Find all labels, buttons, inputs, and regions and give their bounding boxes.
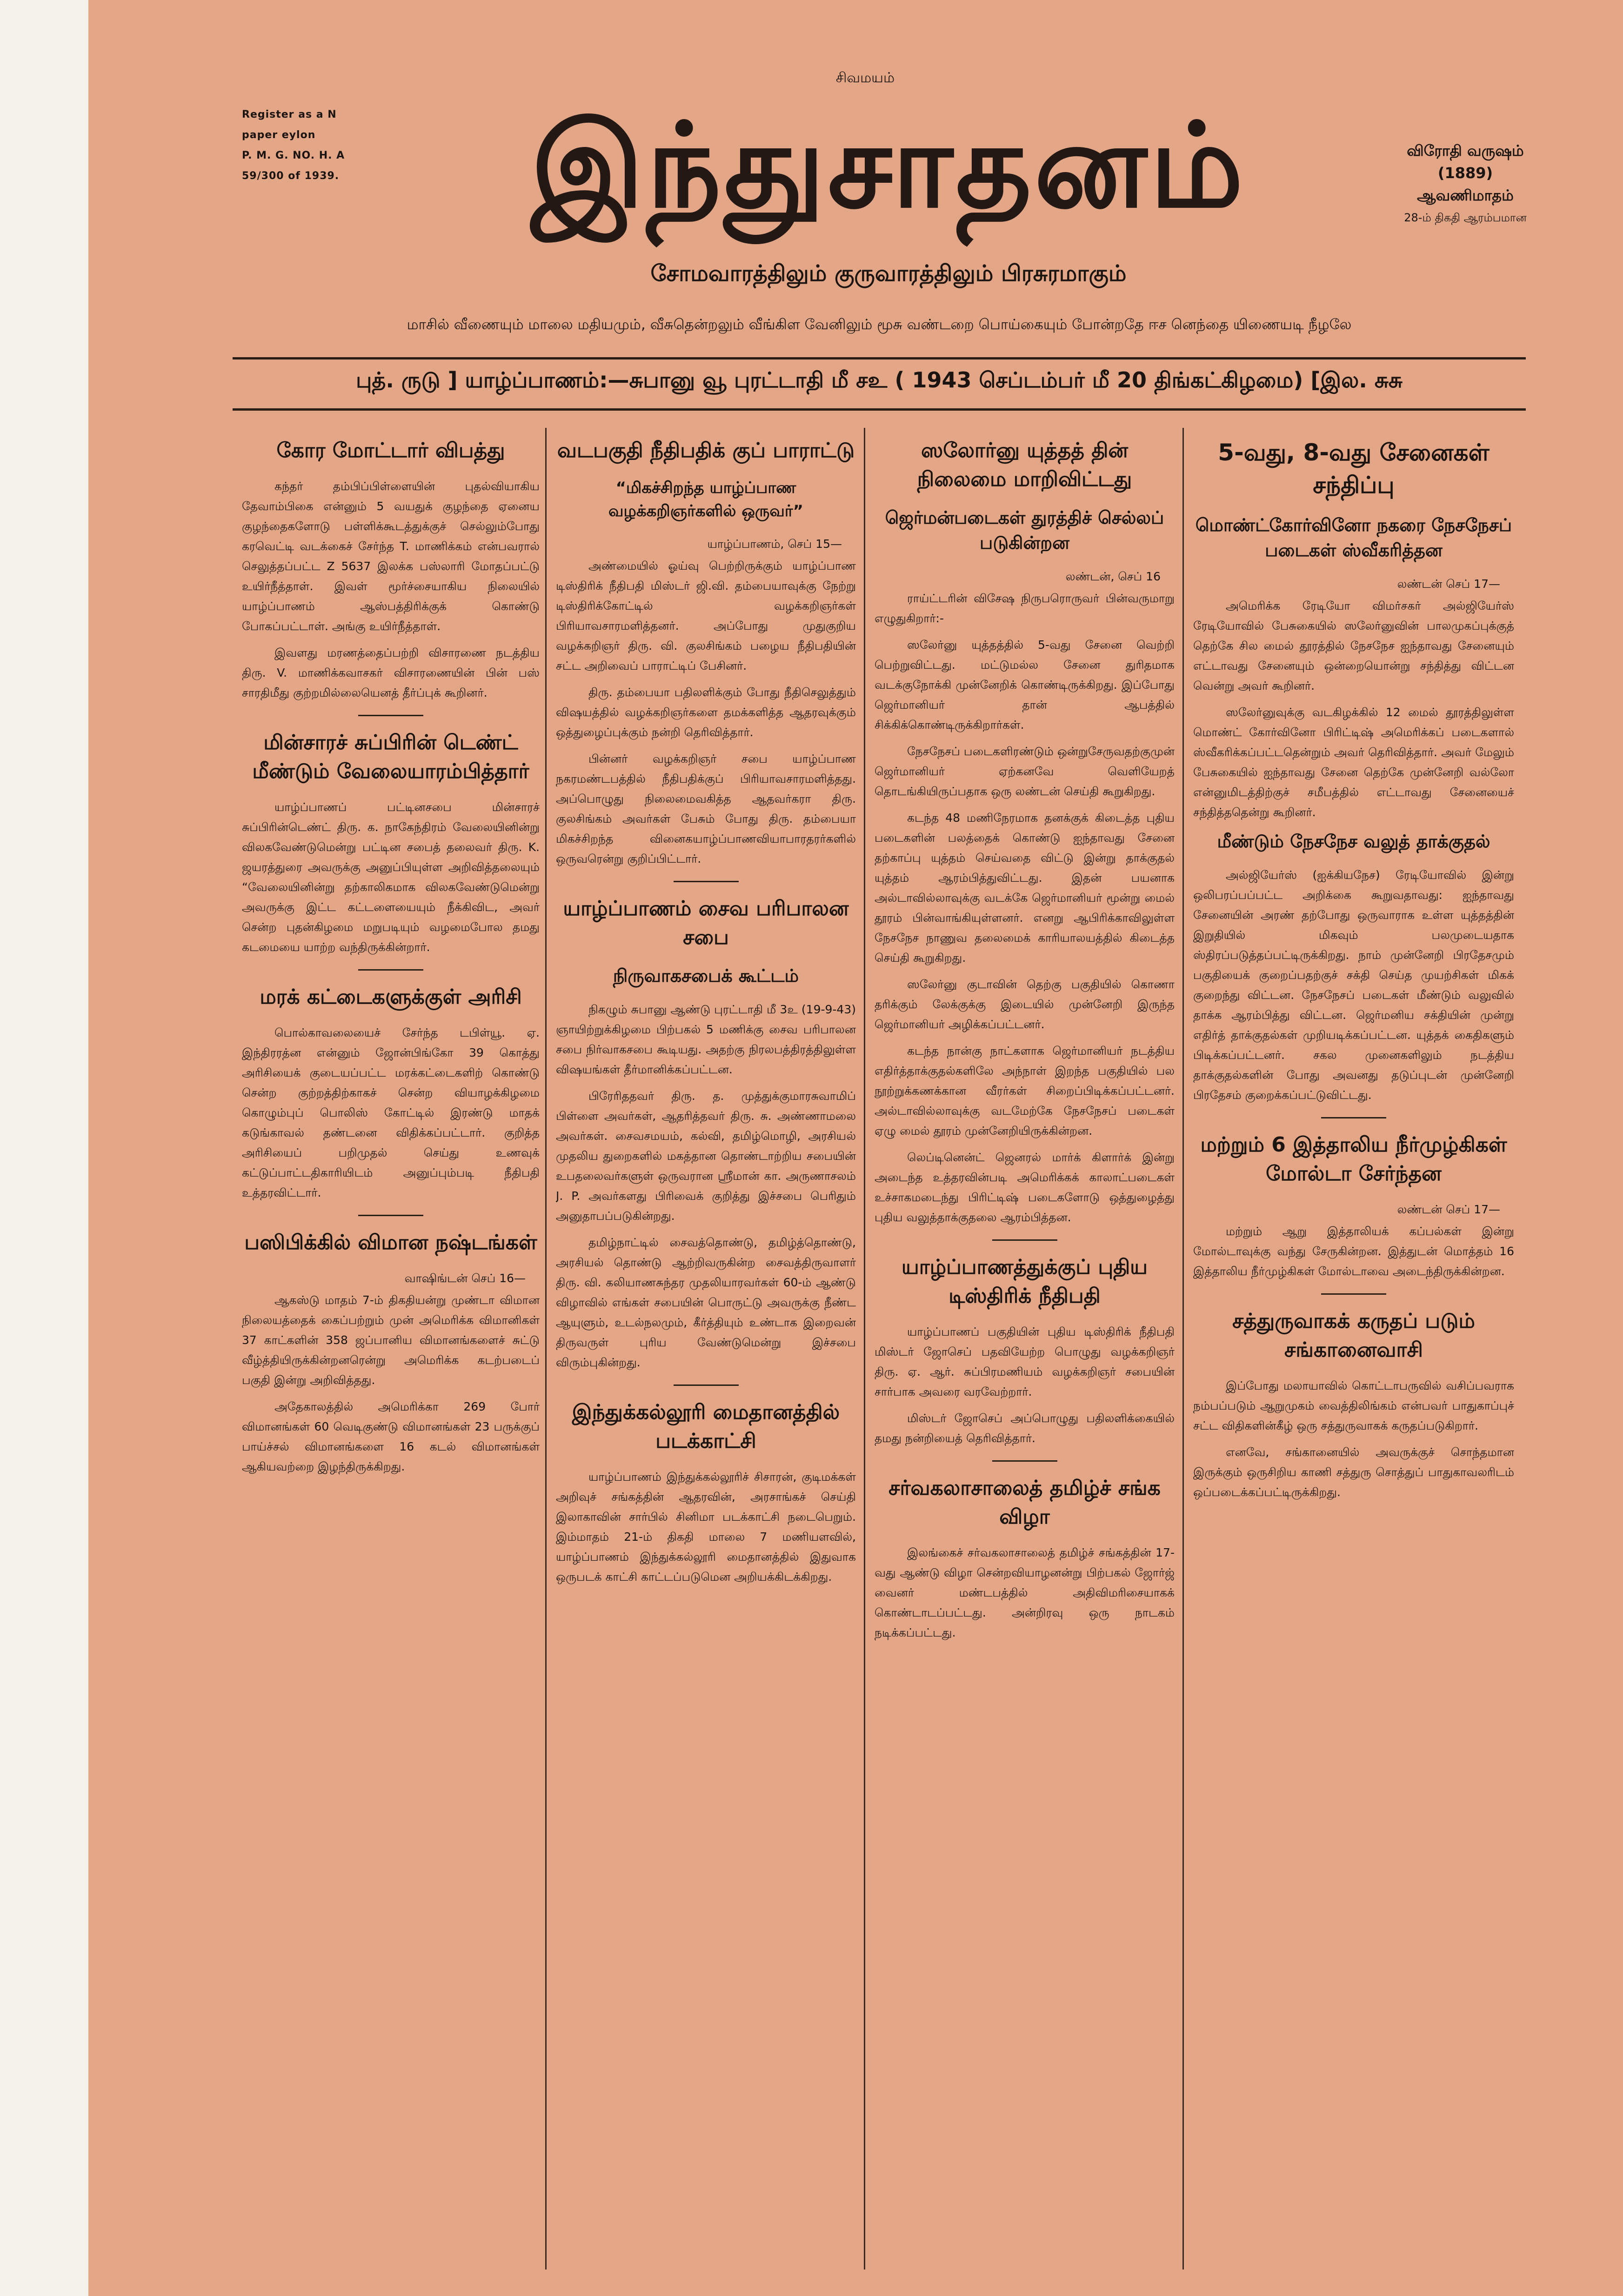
article-separator [674, 881, 739, 882]
article-paragraph: கந்தர் தம்பிப்பிள்ளையின் புதல்வியாகிய தேவாம்பிகை என்னும் 5 வயதுக் குழந்தை ஏனைய குழந்தைகளோடு பள்ளிக்கூடத்துக்குச் செல்லும்போது கரவெட்டி வடக்கைச் சேர்ந்த T. மாணிக்கம் என்பவரால் செலுத்தப்பட்ட Z 5637 இலக்க பஸ்லாரி மோதப்பட்டு உயிர்நீத்தாள். இவள் மூர்ச்சையாகிய நிலையில் யாழ்ப்பாணம் ஆஸ்பத்திரிக்குக் கொண்டு போகப்பட்டாள். அங்கு உயிர்நீத்தாள். [242, 479, 540, 633]
article-headline: வடபகுதி நீதிபதிக் குப் பாராட்டு [557, 439, 855, 462]
article-paragraph: ஸலேர்னுவுக்கு வடகிழக்கில் 12 மைல் தூரத்திலுள்ள மொண்ட் கோர்வினோ பிரிட்டிஷ் அமெரிக்கப் படைகளால் ஸ்வீகரிக்கப்பட்டதென்றும் அவர் தெரிவித்தார். அவர் மேலும் பேசுகையில் ஐந்தாவது சேனை தெற்கே முன்னேறி வல்லோ என்னுமிடத்திற்குச் சமீபத்தில் எட்டாவது சேனையைச் சந்தித்ததென்று கூறினர். [1193, 705, 1514, 819]
article-paragraph: கடந்த நான்கு நாட்களாக ஜெர்மானியர் நடத்திய எதிர்த்தாக்குதல்களிலே அந்நாள் இறந்த பகுதியில் பல நூற்றுக்கணக்கான வீரர்கள் சிறைப்பிடிக்கப்பட்டனர். அல்டாவில்லாவுக்கு வடமேற்கே நேசநேசப் படைகள் ஏழு மைல் தூரம் முன்னேறியிருக்கின்றன. [875, 1044, 1175, 1138]
article-dateline: லண்டன் செப் 17— [1397, 1203, 1500, 1216]
article-paragraph: இவளது மரணத்தைப்பற்றி விசாரணை நடத்திய திரு. V. மாணிக்கவாசகர் விசாரணையின் பின் பஸ் சாரதிமீது குற்றமில்லையெனத் தீர்ப்புக் கூறினர். [242, 646, 540, 699]
article-separator [358, 969, 423, 971]
article-paragraph: பின்னர் வழக்கறிஞர் சபை யாழ்ப்பாண நகரமண்டபத்தில் நீதிபதிக்குப் பிரியாவசாரமளித்தது. அப்பொழுது நிலைமைவகித்த ஆதவர்கரா திரு. குலசிங்கம் அவர்கள் பேசும் போது திரு. தம்பையா மிகச்சிறந்த வினைகயாழ்ப்பாணவியாபாரதரர்களில் ஒருவரென்று குறிப்பிட்டார். [556, 752, 856, 865]
article-separator [358, 715, 423, 716]
top-rule [233, 357, 1526, 359]
column-1 [242, 428, 540, 2269]
article-paragraph: யாழ்ப்பாணம் இந்துக்கல்லூரிச் சிசாரன், குடிமக்கள் அறிவுச் சங்கத்தின் ஆதரவின், அரசாங்கச் செய்தி இலாகாவின் சார்பில் சினிமா படக்காட்சி நடைபெறும். இம்மாதம் 21-ம் திகதி மாலை 7 மணியளவில், யாழ்ப்பாணம் இந்துக்கல்லூரி மைதானத்தில் இதுவாக ஒருபடக் காட்சி காட்டப்படுமென அறியக்கிடக்கிறது. [556, 1470, 856, 1584]
article-headline: யாழ்ப்பாணத்துக்குப் புதிய டிஸ்திரிக் நீதிபதி [902, 1255, 1148, 1308]
era-line: 28-ம் திகதி ஆரம்பமான [1404, 211, 1527, 224]
article-subheadline: நிருவாகசபைக் கூட்டம் [613, 965, 799, 986]
article-quote: “மிகச்சிறந்த யாழ்ப்பாண வழக்கறிஞர்களில் ஒருவர்” [608, 479, 803, 520]
article-paragraph: லெப்டினென்ட் ஜெனரல் மார்க் கிளார்க் இன்று அடைந்த உத்தரவின்படி அமெரிக்கக் காலாட்படைகள் உச்சாகமடைந்து பிரிட்டிஷ் படைகளோடு ஒத்துழைத்து புதிய வலுத்தாக்குதலை ஆரம்பித்தன. [875, 1151, 1175, 1224]
article-paragraph: எனவே, சங்கானையில் அவருக்குச் சொந்தமான இருக்கும் ஒருசிறிய காணி சத்துரு சொத்துப் பாதுகாவலரிடம் ஒப்படைக்கப்பட்டிருக்கிறது. [1193, 1445, 1514, 1499]
article-paragraph: ஸலேர்னு குடாவின் தெற்கு பகுதியில் கொணா தரிக்கும் லேக்குக்கு இடையில் முன்னேறி இருந்த ஜெர்மானியர் அழிக்கப்பட்டனர். [875, 978, 1175, 1031]
article-paragraph: பொல்காவலையைச் சேர்ந்த டபிள்யூ. ஏ. இந்திரரத்ன என்னும் ஜோன்பிங்கோ 39 கொத்து அரிசியைக் குடையப்பட்ட மரக்கட்டைகளிற் கொண்டு சென்ற குற்றத்திற்காகச் சென்ற வியாழக்கிழமை கொழும்புப் பொலிஸ் கோட்டில் இரண்டு மாதக் கடுங்காவல் தண்டனை விதிக்கப்பட்டார். குறித்த அரிசியைப் பறிமுதல் செய்து உணவுக் கட்டுப்பாட்டதிகாரியிடம் அனுப்பும்படி நீதிபதி உத்தரவிட்டார். [242, 1026, 540, 1199]
column-divider [1182, 428, 1184, 2269]
era-line: ஆவணிமாதம் [1417, 186, 1514, 204]
article-separator [358, 1215, 423, 1216]
article-headline: யாழ்ப்பாணம் சைவ பரிபாலன சபை [563, 897, 849, 949]
article-subheadline: மொண்ட்கோர்வினோ நகரை நேசநேசப் படைகள் ஸ்வீகரித்தன [1195, 515, 1512, 560]
article-paragraph: தமிழ்நாட்டில் சைவத்தொண்டு, தமிழ்த்தொண்டு, அரசியல் தொண்டு ஆற்றிவருகின்ற சைவத்திருவாளர் திரு. வி. கலியாணசுந்தர முதலியாரவர்கள் 60-ம் ஆண்டு விழாவில் எங்கள் சபையின் பொருட்டு அவருக்கு நீண்ட ஆயுளும், உடல்நலமும், கீர்த்தியும் உண்டாக இறைவன் திருவருள் புரிய வேண்டுமென்று இச்சபை விரும்புகின்றது. [556, 1236, 856, 1369]
registration-line: Register as a N [242, 109, 337, 120]
article-paragraph: திரு. தம்பையா பதிலளிக்கும் போது நீதிசெலுத்தும் விஷயத்தில் வழக்கறிஞர்களை தமக்களித்த ஆதரவுக்கும் ஒத்துழைப்புக்கும் நன்றி தெரிவித்தார். [556, 685, 856, 739]
article-paragraph: நிகழும் சுபானு ஆண்டு புரட்டாதி மீ 3உ (19-9-43) ஞாயிற்றுக்கிழமை பிற்பகல் 5 மணிக்கு சைவ பரிபாலன சபை நிர்வாகசபை கூடியது. அதற்கு நிரலபத்திரத்திலுள்ள விஷயங்கள் தீர்மானிக்கப்பட்டன. [556, 1003, 856, 1076]
article-subheadline: ஜெர்மன்படைகள் துரத்திச் செல்லப் படுகின்றன [885, 507, 1164, 553]
article-headline: மரக் கட்டைகளுக்குள் அரிசி [260, 985, 522, 1009]
article-headline: பஸிபிக்கில் விமான நஷ்டங்கள் [244, 1231, 537, 1254]
article-paragraph: அல்ஜியேர்ஸ் (ஐக்கியநேச) ரேடியோவில் இன்று ஒலிபரப்பப்பட்ட அறிக்கை கூறுவதாவது: ஐந்தாவது சேனையின் அரண் தற்போது ஒருவாராக உள்ள யுத்தத்தின் இறுதியில் மிகவும் பலமுடையதாக ஸ்திரப்படுத்தப்பட்டிருக்கிறது. நாம் முன்னேறி பிரதேசமும் பகுதியைக் குறைப்பதற்குச் சக்தி செய்த முயற்சிகள் மிகக் குறைந்து விட்டன. நேசநேசப் படைகள் மீண்டும் வலுவில் தாக்க ஆரம்பித்து விட்டன. ஜெர்மனிய சக்தியின் முன்று எதிர்த் தாக்குதல்கள் முறியடிக்கப்பட்டன. யுத்தக் கைதிகளும் பிடிக்கப்பட்டனர். சகல முனைகளிலும் நடத்திய தாக்குதல்களின் போது அவனது தடுப்புடன் முன்னேறி பிரதேசம் குறைக்கப்பட்டுவிட்டது. [1193, 868, 1514, 1102]
column-3 [875, 428, 1175, 2269]
era-block [1386, 140, 1544, 229]
article-paragraph: ஆகஸ்டு மாதம் 7-ம் திகதியன்று முண்டா விமான நிலையத்தைக் கைப்பற்றும் முன் அமெரிக்க விமானிகள் 37 காட்களின் 358 ஜப்பானிய விமானங்களைச் சுட்டு வீழ்த்தியிருக்கின்றனரென்று அமெரிக்க கடற்படைப் பகுதி இன்று அறிவித்தது. [242, 1293, 540, 1387]
article-paragraph: அதேகாலத்தில் அமெரிக்கா 269 போர் விமானங்கள் 60 வெடிகுண்டு விமானங்கள் 23 பருக்குப் பாய்ச்சல் விமானங்களை 16 கடல் விமானங்கள் ஆகியவற்றை இழந்திருக்கிறது. [242, 1400, 540, 1473]
sivamayam-text: சிவமயம் [835, 70, 895, 86]
article-dateline: வாஷிங்டன் செப் 16— [404, 1271, 526, 1285]
article-paragraph: அமெரிக்க ரேடியோ விமர்சகர் அல்ஜியேர்ஸ் ரேடியோவில் பேசுகையில் ஸலேர்னுவின் பாலமுகப்புக்குத் தெற்கே சில மைல் தூரத்தில் நேசநேச ஐந்தாவது சேனையும் எட்டாவது சேனையும் ஒன்றையொன்று சந்தித்து விட்டன வென்று அவர் கூறினர். [1193, 599, 1514, 692]
registration-line: paper eylon [242, 129, 316, 141]
motto: மாசில் வீணையும் மாலை மதியமும், வீசுதென்றலும் வீங்கிள வேனிலும் மூசு வண்டறை பொய்கையும் போன்றதே ஈச னெந்தை யிணையடி நீழலே [407, 316, 1352, 333]
registration-line: P. M. G. NO. H. A [242, 150, 345, 161]
article-paragraph: நேசநேசப் படைகளிரண்டும் ஒன்றுசேருவதற்குமுன் ஜெர்மானியர் ஏற்கனவே வெளியேறத் தொடங்கியிருப்பதாக ஒரு லண்டன் செய்தி கூறுகிறது. [875, 745, 1175, 798]
tagline: சோமவாரத்திலும் குருவாரத்திலும் பிரசுரமாகும் [650, 260, 1127, 286]
article-paragraph: மிஸ்டர் ஜோசெப் அப்பொழுது பதிலளிக்கையில் தமது நன்றியைத் தெரிவித்தார். [875, 1411, 1175, 1445]
article-dateline: லண்டன் செப் 17— [1397, 577, 1500, 591]
article-separator [992, 1460, 1057, 1462]
article-paragraph: பிரேரிததவர் திரு. த. முத்துக்குமாரசுவாமிப் பிள்ளை அவர்கள், ஆதரித்தவர் திரு. சு. அண்ணாமலை அவர்கள். சைவசமயம், கல்வி, தமிழ்மொழி, அரசியல் முதலிய துறைகளில் மகத்தான தொண்டாற்றிய சபையின் உபதலைவர்களுள் ஒருவரான ஸ்ரீமான் கா. அருணாசலம் J. P. அவர்களது பிரிவைக் குறித்து இச்சபை பெரிதும் அனுதாபப்படுகின்றது. [556, 1089, 856, 1223]
bottom-rule [233, 408, 1526, 411]
article-headline: இந்துக்கல்லூரி மைதானத்தில் படக்காட்சி [572, 1400, 840, 1453]
article-headline: சத்துருவாகக் கருதப் படும் சங்கானைவாசி [1232, 1309, 1475, 1362]
article-headline: மின்சாரச் சுப்பிரின் டெண்ட் மீண்டும் வேலையாரம்பித்தார் [252, 731, 529, 783]
scan-margin [0, 0, 88, 2296]
registration-line: 59/300 of 1939. [242, 170, 340, 182]
column-divider [545, 428, 547, 2269]
article-paragraph: ராய்ட்டரின் விசேஷ நிருபரொருவர் பின்வருமாறு எழுதுகிறார்:- [875, 592, 1175, 625]
article-paragraph: ஸலேர்னு யுத்தத்தில் 5-வது சேனை வெற்றி பெற்றுவிட்டது. மட்டுமல்ல சேனை துரிதமாக வடக்குநோக்கி முன்னேறிக் கொண்டிருக்கிறது. இப்போது ஜெர்மானியர் தான் ஆபத்தில் சிக்கிக்கொண்டிருக்கிறார்கள். [875, 638, 1175, 732]
article-paragraph: கடந்த 48 மணிநேரமாக தனக்குக் கிடைத்த புதிய படைகளின் பலத்தைக் கொண்டு ஐந்தாவது சேனை தற்காப்பு யுத்தம் செய்வதை விட்டு இன்று தாக்குதல் யுத்தம் ஆரம்பித்துவிட்டது. இதன் பயனாக அல்டாவில்லாவுக்கு வடக்கே ஜெர்மானியர் மூன்று மைல் தூரம் பின்வாங்கியுள்ளனர். எனறு ஆபிரிக்காவிலுள்ள நேசநேச நாணுவ தலைமைக் காரியாலயத்தில் கிடைத்த செய்தி கூறுகிறது. [875, 811, 1175, 965]
article-headline: கோர மோட்டார் விபத்து [276, 439, 505, 462]
article-paragraph: யாழ்ப்பாணப் பட்டினசபை மின்சாரச் சுப்பிரின்டெண்ட் திரு. க. நாகேந்திரம் வேலையினின்று விலகவேண்டுமென்று பட்டின சபைத் தலைவர் திரு. K. ஜயரத்துரை அவருக்கு அனுப்பியுள்ள அறிவித்தலையும் “வேலையினின்று தற்காலிகமாக விலகவேண்டுமென்று அவருக்கு இட்ட கட்டளையையும் நீக்கிவிட, அவர் சென்ற புதன்கிழமை மறுபடியும் வழமைபோல தமது கடமையை யாற்ற வந்திருக்கின்றார். [242, 800, 540, 954]
article-paragraph: யாழ்ப்பாணப் பகுதியின் புதிய டிஸ்திரிக் நீதிபதி மிஸ்டர் ஜோசெப் பதவியேற்ற பொழுது வழக்கறிஞர் திரு. ஏ. ஆர். சுப்பிரமணியம் வழக்கறிஞர் சபையின் சார்பாக அவரை வரவேற்றார். [875, 1325, 1175, 1398]
article-separator [1321, 1293, 1386, 1295]
article-paragraph: இப்போது மலாயாவில் கொட்டாபருவில் வசிப்பவராக நம்பப்படும் ஆறுமுகம் வைத்திலிங்கம் என்பவர் பாதுகாப்புச் சட்ட விதிகளின்கீழ் ஒரு சத்துருவாகக் கருதப்படுகிறார். [1193, 1379, 1514, 1432]
registration-block [242, 105, 395, 186]
article-headline: ஸலோர்னு யுத்தத் தின் நிலைமை மாறிவிட்டது [917, 439, 1132, 491]
article-separator [992, 1239, 1057, 1241]
era-line: (1889) [1437, 164, 1493, 182]
column-2 [556, 428, 856, 2269]
era-line: விரோதி வருஷம் [1407, 142, 1524, 160]
article-paragraph: இலங்கைச் சர்வகலாசாலைத் தமிழ்ச் சங்கத்தின் 17-வது ஆண்டு விழா சென்றவியாழனன்று பிற்பகல் ஜோர்ஜ் வைனர் மண்டபத்தில் அதிவிமரிசையாகக் கொண்டாடப்பட்டது. அன்றிரவு ஒரு நாடகம் நடிக்கப்பட்டது. [875, 1546, 1175, 1639]
article-headline: 5-வது, 8-வது சேனைகள் சந்திப்பு [1218, 439, 1489, 499]
article-headline: சர்வகலாசாலைத் தமிழ்ச் சங்க விழா [888, 1476, 1161, 1529]
column-4 [1193, 428, 1514, 2269]
article-paragraph: மற்றும் ஆறு இத்தாலியக் கப்பல்கள் இன்று மோல்டாவுக்கு வந்து சேருகின்றன. இத்துடன் மொத்தம் 16 இத்தாலிய நீர்முழ்கிகள் மோல்டாவை அடைந்திருக்கின்றன. [1193, 1225, 1514, 1278]
article-subheadline: மீண்டும் நேசநேச வலுத் தாக்குதல் [1217, 831, 1490, 852]
article-paragraph: அண்மையில் ஓய்வு பெற்றிருக்கும் யாழ்ப்பாண டிஸ்திரிக் நீதிபதி மிஸ்டர் ஜி.வி. தம்பையாவுக்கு நேற்று டிஸ்திரிக்கோட்டில் வழக்கறிஞர்கள் பிரியாவசாரமளித்தனர். அப்போது முதுகுறிய வழக்கறிஞர் திரு. வி. குலசிங்கம் பழைய நீதிபதியின் சட்ட அறிவைப் பாராட்டிப் பேசினர். [556, 559, 856, 672]
article-dateline: யாழ்ப்பாணம், செப் 15— [707, 537, 842, 551]
column-divider [864, 428, 865, 2269]
masthead-title: இந்துசாதனம் [531, 97, 1246, 233]
article-separator [1321, 1117, 1386, 1118]
article-headline: மற்றும் 6 இத்தாலிய நீர்முழ்கிகள் மோல்டா சேர்ந்தன [1200, 1133, 1507, 1185]
issue-dateline: புத். ருடு ] யாழ்ப்பாணம்:—சுபானு வூ புரட்டாதி மீ சஉ ( 1943 செப்டம்பர் மீ 20 திங்கட்கிழமை) [இல. சுசு [356, 367, 1403, 393]
article-separator [674, 1384, 739, 1386]
article-dateline: லண்டன், செப் 16 [1065, 570, 1161, 583]
